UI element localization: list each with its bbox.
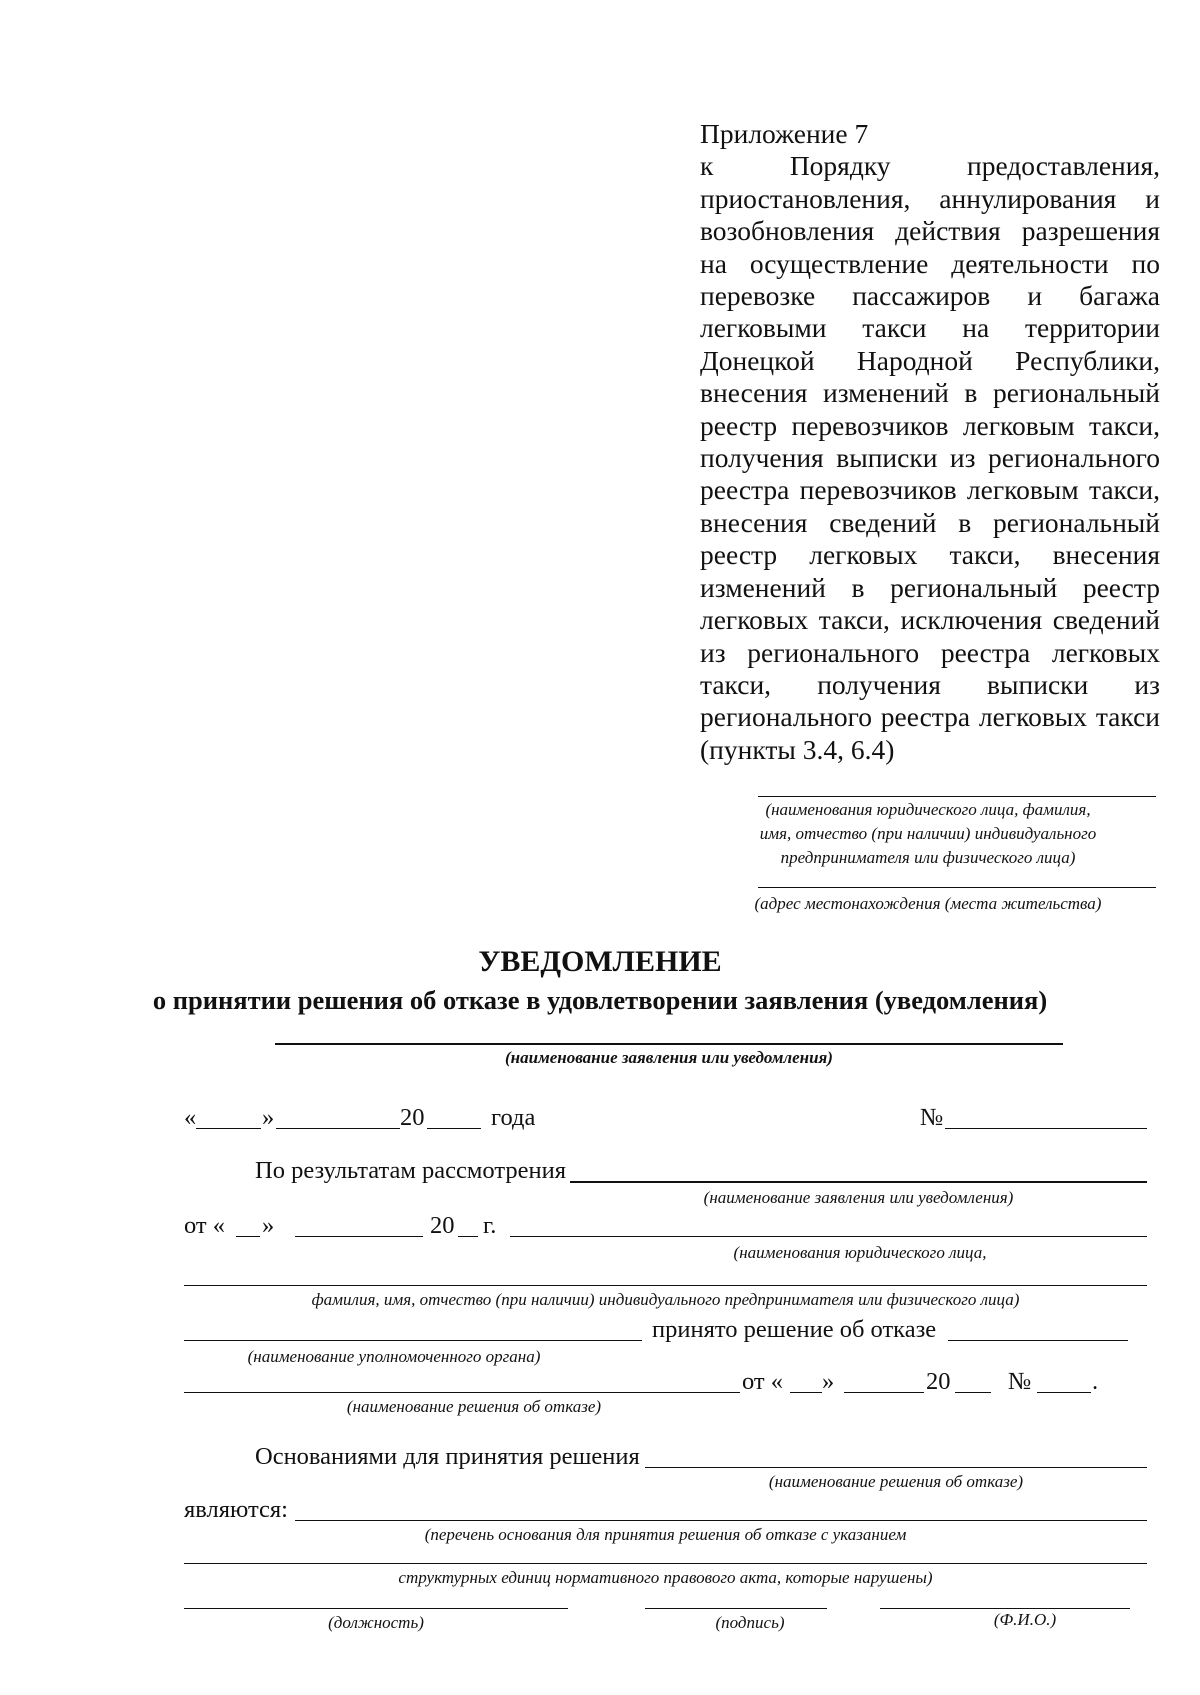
date-month-line[interactable] <box>276 1128 400 1129</box>
review-entity-caption-2: фамилия, имя, отчество (при наличии) индивидуального предпринимателя или физического лица) <box>311 1290 1020 1309</box>
decision-from-open: от « <box>742 1368 784 1395</box>
organ-caption: (наименование уполномоченного органа) <box>247 1347 541 1366</box>
notice-subtitle: о принятии решения об отказе в удовлетворении заявления (уведомления) <box>152 985 1048 1015</box>
annex-title: Приложение 7 <box>700 118 869 149</box>
review-month-line[interactable] <box>295 1236 423 1237</box>
sign-line[interactable] <box>645 1608 827 1609</box>
decision-from-close: » <box>822 1368 835 1395</box>
grounds-list-caption-1: (перечень основания для принятия решения об отказе с указанием <box>424 1525 907 1544</box>
review-intro: По результатам рассмотрения <box>255 1157 566 1184</box>
decision-text: принято решение об отказе <box>652 1316 937 1343</box>
decision-name-caption: (наименование решения об отказе) <box>346 1397 602 1416</box>
doc-name-caption: (наименование заявления или уведомления) <box>505 1048 833 1067</box>
date-quote-close: » <box>262 1104 275 1131</box>
recipient-name-caption-2: имя, отчество (при наличии) индивидуального <box>759 824 1097 843</box>
review-entity-line-2[interactable] <box>184 1285 1147 1286</box>
review-from-text: от « <box>184 1212 226 1239</box>
position-caption: (должность) <box>328 1613 424 1632</box>
review-year-line[interactable] <box>458 1236 478 1237</box>
annex-body: к Порядку предоставления, приостановления, аннулирования и возобновления действия разрешения на осуществление деятельности по перевозке пассажиров и багажа легковыми такси на территории Донецкой Народной Республики, внесения изменений в региональный реестр перевозчиков легковым такси, получения выписки из регионального реестра перевозчиков легковым такси, внесения сведений в региональный реестр легковых такси, внесения изменений в региональный реестр легковых такси, исключения сведений из регионального реестра легковых такси, получения выписки из регионального реестра легковых такси (пункты 3.4, 6.4) <box>700 150 1160 765</box>
grounds-intro: Основаниями для принятия решения <box>255 1443 640 1470</box>
decision-end-dot: . <box>1092 1368 1099 1395</box>
review-from-close: » <box>262 1212 275 1239</box>
notice-title: УВЕДОМЛЕНИЕ <box>478 945 722 978</box>
annex-block <box>700 118 1160 766</box>
grounds-list-caption-2: структурных единиц нормативного правового акта, которые нарушены) <box>398 1568 933 1587</box>
date-year-line[interactable] <box>427 1128 481 1129</box>
sign-caption: (подпись) <box>715 1613 785 1632</box>
review-doc-caption: (наименование заявления или уведомления) <box>703 1188 1014 1207</box>
decision-number-sign: № <box>1008 1368 1032 1395</box>
decision-year-prefix: 20 <box>926 1368 951 1395</box>
recipient-address-line[interactable] <box>758 887 1156 888</box>
doc-number-line[interactable] <box>945 1128 1147 1129</box>
grounds-decision-line[interactable] <box>645 1467 1147 1468</box>
review-day-line[interactable] <box>236 1236 260 1237</box>
decision-year-line[interactable] <box>955 1392 991 1393</box>
decision-month-line[interactable] <box>844 1392 924 1393</box>
recipient-address-caption: (адрес местонахождения (места жительства) <box>754 894 1102 913</box>
date-quote-open: « <box>184 1104 197 1131</box>
date-year-prefix: 20 <box>400 1104 425 1131</box>
doc-name-line[interactable] <box>275 1043 1063 1045</box>
organ-line[interactable] <box>184 1340 642 1341</box>
position-line[interactable] <box>184 1608 568 1609</box>
review-entity-caption-1: (наименования юридического лица, <box>733 1243 987 1262</box>
recipient-name-caption-3: предпринимателя или физического лица) <box>780 848 1076 867</box>
recipient-name-line[interactable] <box>758 796 1156 797</box>
decision-day-line[interactable] <box>790 1392 822 1393</box>
fio-caption: (Ф.И.О.) <box>993 1610 1057 1629</box>
recipient-name-caption-1: (наименования юридического лица, фамилия, <box>765 800 1091 819</box>
grounds-list-line-2[interactable] <box>184 1563 1147 1564</box>
decision-number-line[interactable] <box>1037 1392 1091 1393</box>
doc-number-sign: № <box>920 1104 944 1131</box>
date-day-line[interactable] <box>196 1128 261 1129</box>
review-year-prefix: 20 <box>430 1212 455 1239</box>
date-year-word: года <box>491 1104 536 1131</box>
grounds-list-line[interactable] <box>295 1520 1147 1521</box>
review-doc-line[interactable] <box>570 1181 1147 1183</box>
decision-line[interactable] <box>948 1340 1128 1341</box>
review-year-suffix: г. <box>483 1212 497 1239</box>
grounds-are: являются: <box>184 1496 288 1523</box>
review-entity-line[interactable] <box>510 1236 1147 1237</box>
decision-name-line[interactable] <box>184 1392 740 1393</box>
grounds-decision-caption: (наименование решения об отказе) <box>768 1472 1024 1491</box>
